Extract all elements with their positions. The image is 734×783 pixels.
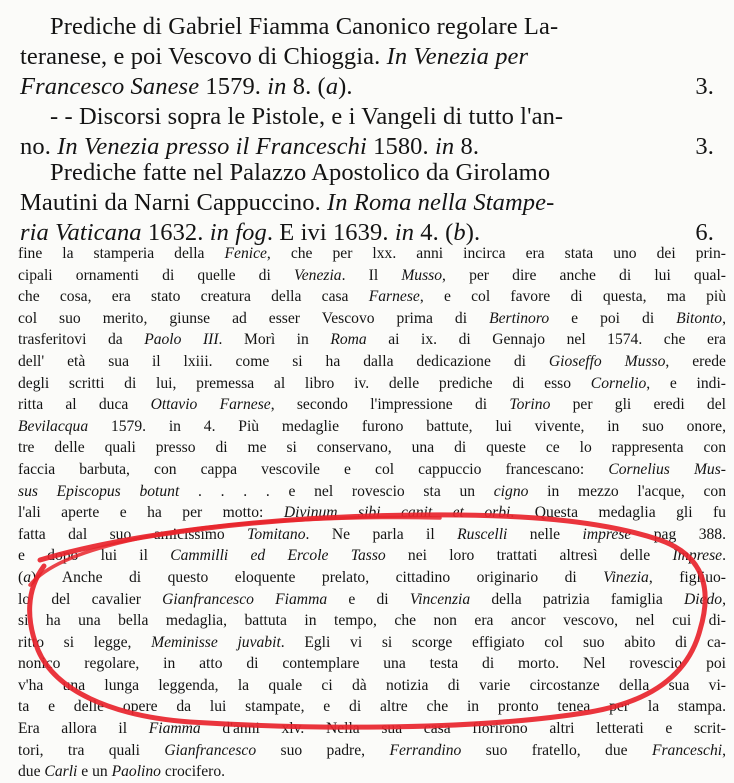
italic-text: a	[325, 73, 339, 100]
footnote-line	[18, 243, 726, 265]
italic-text: In Roma nella Stampe-	[327, 189, 555, 216]
text: Era allora il	[18, 720, 149, 738]
footnote-line	[18, 653, 726, 675]
text: ).	[338, 73, 353, 100]
text: ).	[465, 219, 481, 246]
footnote-line	[18, 675, 726, 697]
bibliography-entry	[20, 158, 720, 248]
text: Mautini da Narni Cappuccino.	[20, 189, 328, 216]
text: . Questa medaglia gli fu	[510, 504, 726, 522]
italic-text: ria Vaticana	[20, 219, 142, 246]
italic-text: Bitonto	[676, 309, 723, 327]
text: dell' età sua il lxiii. come si ha dalla dedicazione di	[18, 352, 549, 370]
footnote-line	[18, 502, 726, 524]
footnote-line	[18, 351, 726, 373]
italic-text: In Venezia per	[386, 43, 529, 70]
text: 1632.	[141, 219, 210, 246]
text: 1579.	[199, 73, 268, 100]
italic-text: Carli	[44, 763, 78, 781]
text: , e col favore di questa, ma più	[419, 288, 727, 306]
text: fine la stamperia della	[18, 245, 225, 262]
footnote-line	[18, 567, 726, 589]
text: , figliuo-	[648, 568, 726, 586]
italic-text: Franceschi	[651, 741, 723, 759]
text: , secondo l'impressione di	[270, 396, 510, 414]
footnote-line	[18, 481, 726, 503]
footnote-line	[18, 437, 726, 459]
text: 1579. in 4. Più medaglie furono battute, lui vivente, in suo onore,	[88, 417, 726, 435]
entry-line	[20, 72, 720, 102]
footnote-line	[18, 394, 726, 416]
italic-text: in fog	[209, 219, 267, 246]
footnote-line	[18, 416, 726, 438]
text: 1580.	[366, 133, 435, 160]
footnote-line	[18, 545, 726, 567]
entry-line	[20, 42, 720, 72]
copies-count: 3.	[695, 133, 714, 160]
italic-text: cigno	[493, 482, 529, 500]
text: in mezzo l'acque, con	[528, 482, 727, 500]
text: della patrizia famiglia	[470, 590, 684, 608]
text: col suo merito, giunse ad esser Vescovo prima di	[18, 309, 490, 327]
text: 4. (	[414, 219, 454, 246]
italic-text: Cornelius Mus-	[608, 460, 726, 478]
text: .	[722, 547, 726, 565]
italic-text: Gioseffo Musso	[548, 352, 666, 370]
italic-text: Imprese	[672, 547, 723, 565]
italic-text: Cammilli ed Ercole Tasso	[170, 547, 386, 565]
text: . Ne parla il	[305, 525, 458, 543]
text: . Morì in	[218, 331, 331, 349]
text: d'anni xlv. Nella sua casa fiorirono altri letterati e scrit-	[200, 720, 726, 738]
text: ) Anche di questo eloquente prelato, cittadino originario di	[31, 568, 604, 586]
text: trasferitovi da	[18, 331, 145, 349]
italic-text: Tomitano	[247, 525, 306, 543]
footnote-line	[18, 696, 726, 718]
italic-text: Divinum sibi canit et orbi	[283, 504, 511, 522]
copies-count: 3.	[695, 73, 714, 100]
text: . . . . e nel rovescio sta un	[179, 482, 494, 500]
footnote-line	[18, 265, 726, 287]
bibliography-entry	[20, 12, 720, 102]
text: cipali ornamenti di quelle di	[18, 266, 294, 284]
text: Prediche fatte nel Palazzo Apostolico da Girolamo	[50, 159, 551, 186]
footnote-line	[18, 740, 726, 762]
footnote-line	[18, 589, 726, 611]
italic-text: in	[394, 219, 415, 246]
text: ,	[722, 309, 726, 327]
italic-text: Gianfrancesco Fiamma	[162, 590, 328, 608]
text: lo del cavalier	[18, 590, 163, 608]
italic-text: Bertinoro	[489, 309, 550, 327]
text: tre delle quali presso di me si conservano, una di queste ce lo rappresenta con	[18, 439, 726, 457]
footnote-line	[18, 761, 726, 783]
italic-text: Meminisse juvabit	[151, 633, 281, 651]
italic-text: Paolo III	[144, 331, 219, 349]
italic-text: sus Episcopus botunt	[18, 482, 180, 500]
text: , per dire anche di lui qual-	[442, 266, 726, 284]
bibliography-entry	[20, 102, 720, 162]
text: - - Discorsi sopra le Pistole, e i Vangeli di tutto l'an-	[50, 103, 564, 130]
text: pag 388.	[631, 525, 726, 543]
entry-line	[20, 102, 720, 132]
italic-text: Gianfrancesco	[164, 741, 257, 759]
italic-text: Cornelio	[590, 374, 647, 392]
italic-text: Bevilacqua	[18, 417, 89, 435]
text: teranese, e poi Vescovo di Chioggia.	[20, 43, 387, 70]
italic-text: a	[23, 568, 31, 586]
footnote-line	[18, 632, 726, 654]
italic-text: Francesco Sanese	[20, 73, 200, 100]
italic-text: Farnese	[368, 288, 420, 306]
text: tori, tra quali	[18, 741, 165, 759]
text: ritto si legge,	[18, 633, 152, 651]
text: Prediche di Gabriel Fiamma Canonico regolare La-	[50, 13, 559, 40]
footnote-line	[18, 308, 726, 330]
copies-count: 6.	[695, 219, 714, 246]
text: e un	[77, 763, 112, 781]
text: . Egli vi si scorge effigiato col suo abito di ca-	[280, 633, 726, 651]
text: suo fratello, due	[461, 741, 652, 759]
text: , erede	[665, 352, 726, 370]
footnote-line	[18, 329, 726, 351]
text: nonico regolare, in atto di contemplare una testa di morto. Nel rovescio poi	[18, 655, 726, 673]
italic-text: imprese	[582, 525, 632, 543]
text: per gli eredi del	[550, 396, 726, 414]
text: l'ali aperte e ha per motto:	[18, 504, 284, 522]
italic-text: Musso	[401, 266, 443, 284]
footnote-line	[18, 286, 726, 308]
text: e di	[327, 590, 410, 608]
text: nei loro trattati altresì delle	[385, 547, 673, 565]
text: 8. (	[286, 73, 326, 100]
text: e dopo lui il	[18, 547, 171, 565]
italic-text: Ottavio Farnese	[150, 396, 271, 414]
text: , e indi-	[646, 374, 727, 392]
text: . E ivi 1639.	[266, 219, 395, 246]
entry-line	[20, 12, 720, 42]
footnote-line	[18, 373, 726, 395]
text: faccia barbuta, con cappa vescovile e col cappuccio francescano:	[18, 460, 609, 478]
entry-line	[20, 188, 720, 218]
footnote-line	[18, 610, 726, 632]
text: ta e delle opere da lui stampate, e di altre che in pronto tenea per la stampa.	[18, 698, 726, 716]
text: no.	[20, 133, 58, 160]
text: si ha una bella medaglia, battuta in tempo, che non era ancor vescovo, nel cui di-	[18, 612, 726, 630]
text: ,	[722, 590, 727, 608]
text: . Il	[341, 266, 402, 284]
italic-text: Diedo	[684, 590, 723, 608]
entry-line	[20, 158, 720, 188]
italic-text: in	[267, 73, 287, 100]
text: degli scritti di lui, premessa al libro iv. delle prediche di esso	[18, 374, 591, 392]
italic-text: b	[453, 219, 466, 246]
italic-text: Ruscelli	[457, 525, 508, 543]
italic-text: Ferrandino	[389, 741, 462, 759]
italic-text: Fiamma	[148, 720, 201, 738]
footnotes	[18, 243, 726, 783]
italic-text: Vinezia	[603, 568, 649, 586]
italic-text: Roma	[330, 331, 367, 349]
text: 8.	[454, 133, 480, 160]
footnote-line	[18, 718, 726, 740]
italic-text: Fenice	[224, 245, 267, 262]
text: , che per lxx. anni incirca era stata uno dei prin-	[266, 245, 727, 262]
italic-text: Torino	[509, 396, 551, 414]
italic-text: Paolino	[111, 763, 161, 781]
footnote-line	[18, 524, 726, 546]
text: che cosa, era stato creatura della casa	[18, 288, 369, 306]
italic-text: in	[434, 133, 455, 160]
text: ,	[722, 741, 726, 759]
text: nelle	[507, 525, 583, 543]
italic-text: Venezia	[293, 266, 342, 284]
italic-text: In Venezia presso il Franceschi	[57, 133, 367, 160]
text: (	[18, 568, 24, 586]
text: e poi di	[549, 309, 677, 327]
text: suo padre,	[256, 741, 390, 759]
text: due	[18, 763, 45, 781]
text: v'ha una lunga leggenda, la quale ci dà notizia di varie circostanze della sua vi-	[18, 676, 726, 694]
italic-text: Vincenzia	[409, 590, 471, 608]
text: fatta dal suo amicissimo	[18, 525, 248, 543]
text: ai ix. di Gennajo nel 1574. che era	[366, 331, 726, 349]
text: ritta al duca	[18, 396, 151, 414]
text: crocifero.	[160, 763, 226, 781]
footnote-line	[18, 459, 726, 481]
